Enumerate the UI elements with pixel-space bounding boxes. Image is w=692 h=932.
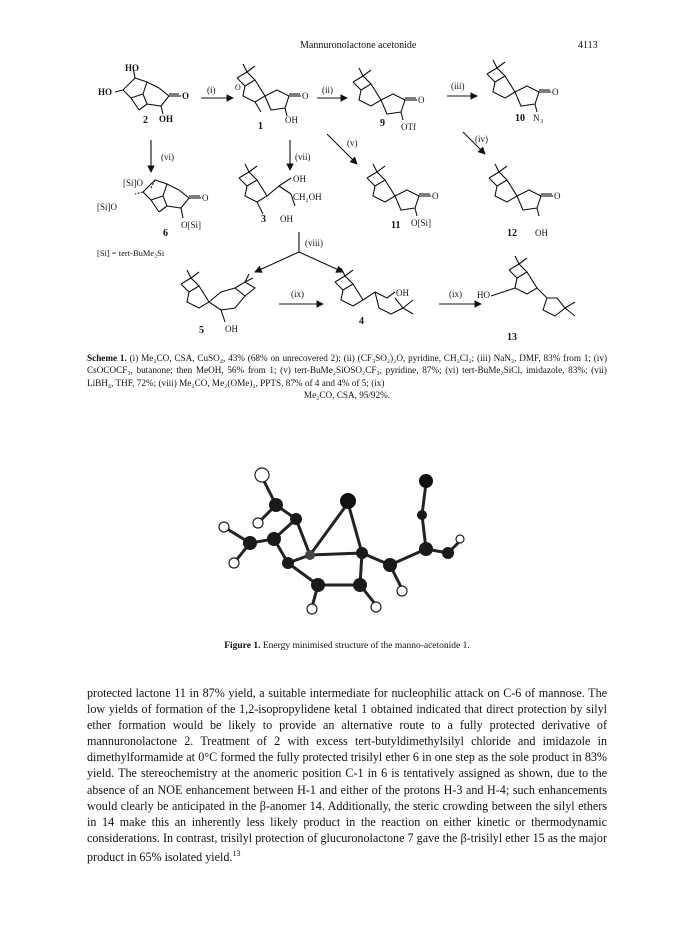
- scheme-caption: [87, 352, 607, 389]
- compound-9-structure: [353, 68, 417, 120]
- figure-caption-label: Figure 1.: [224, 641, 261, 651]
- atom-label: CH₂OH: [293, 192, 322, 202]
- compound-13-structure: [491, 256, 575, 316]
- compound-number: 6: [163, 228, 168, 239]
- atom-label: O: [552, 87, 559, 97]
- step-label: (iii): [451, 81, 465, 91]
- atom-label: OH: [396, 288, 409, 298]
- atom-label: [Si]O: [123, 178, 143, 188]
- compound-11-structure: [367, 164, 431, 216]
- scheme-caption-last-line: Me₂CO, CSA, 95/92%.: [303, 390, 391, 400]
- atom-label: O: [182, 91, 190, 101]
- atom-label: O: [202, 193, 209, 203]
- atom-label: O: [235, 83, 241, 92]
- step-label: (i): [207, 85, 216, 95]
- compound-number: 10: [515, 113, 525, 124]
- compound-number: 5: [199, 325, 204, 336]
- atom-label: [Si]O: [97, 202, 117, 212]
- compound-6-structure: [135, 180, 201, 218]
- footnote-reference: 13: [232, 848, 241, 858]
- reaction-arrow: [299, 252, 343, 272]
- atoms: [219, 468, 464, 614]
- atom-label: O: [302, 91, 309, 101]
- atom-label: O: [418, 95, 425, 105]
- atom-label: O: [554, 191, 561, 201]
- compound-1-structure: [237, 64, 301, 116]
- scheme-caption-label: Scheme 1.: [87, 353, 127, 363]
- reaction-scheme: [95, 60, 600, 348]
- compound-3-structure: [239, 164, 295, 214]
- compound-number: 12: [507, 228, 517, 239]
- si-legend: [Si] = tert-BuMe₂Si: [97, 248, 165, 258]
- compound-number: 1: [258, 121, 263, 132]
- compound-2-structure: [115, 68, 181, 114]
- atom-label: OH: [280, 214, 293, 224]
- compound-number: 13: [507, 332, 517, 343]
- atom-label: OH: [293, 174, 306, 184]
- reaction-arrow: [255, 252, 299, 272]
- compound-number: 3: [261, 214, 266, 225]
- scheme-caption-text: (i) Me₂CO, CSA, CuSO₄, 43% (68% on unrecovered 2); (ii) (CF₃SO₂)₂O, pyridine, CH₂Cl₂; (iii) NaN₃, DMF, 83% from 1; (iv) CsOCOCF₃, butanone; then MeOH, 56% from 1; (v) tert-BuMe₂SiOSO₂CF₃, pyridine, 87%; (vi) tert-BuMe₂SiCl, imidazole, 83%; (vii) LiBH₄, THF, 72%; (viii) Me₂CO, Me₂(OMe)₂, PPTS, 87% of 4 and 4% of 5; (ix): [87, 353, 608, 388]
- compound-number: 4: [359, 316, 364, 327]
- compound-number: 11: [391, 220, 401, 231]
- atom-label: OTf: [401, 122, 416, 132]
- atom-label: O[Si]: [181, 220, 201, 230]
- atom-label: HO: [125, 63, 140, 73]
- molecular-structure-figure: [190, 445, 490, 623]
- atom-label: N: [533, 113, 540, 123]
- atom-label: OH: [285, 115, 298, 125]
- step-label: (ix): [291, 289, 304, 299]
- atom-label: HO: [477, 290, 490, 300]
- compound-12-structure: [489, 164, 553, 216]
- compound-10-structure: [487, 60, 551, 112]
- compound-5-structure: [181, 270, 255, 322]
- step-label: (vii): [295, 152, 311, 162]
- body-paragraph-text: protected lactone 11 in 87% yield, a suitable intermediate for nucleophilic attack on C-6 of mannose. The low yields of formation of the 1,2-isopropylidene ketal 1 obtained indicated that direct protection by silyl ether formation would be likely to provide an alternative route to a fully protected derivative of mannuronolactone 2. Treatment of 2 with excess tert-butyldimethylsilyl chloride and imidazole in dimethylformamide at 0°C formed the fully protected trisilyl ether 6 in one step as the sole product in 83% yield. The stereochemistry at the anomeric position C-1 in 6 is tentatively assigned as shown, due to the absence of an NOE enhancement between H-1 and either of the protons H-3 and H-4; such enhancements would clearly be anticipated in the β-anomer 14. Additionally, the steric crowding between the silyl ethers in 14 make this an inherently less likely product in the reaction on either kinetic or thermodynamic considerations. In contrast, trisilyl protection of glucuronolactone 7 gave the β-trisilyl ether 15 as the major product in 65% isolated yield.: [87, 686, 607, 864]
- figure-caption-text: Energy minimised structure of the manno-acetonide 1.: [262, 641, 470, 651]
- atom-label: O: [432, 191, 439, 201]
- compound-number: 2: [143, 115, 148, 126]
- step-label: (v): [347, 138, 358, 148]
- body-text: [87, 685, 607, 865]
- atom-label: OH: [535, 228, 548, 238]
- atom-label: O[Si]: [411, 218, 431, 228]
- compound-number: 9: [380, 118, 385, 129]
- figure-caption: [87, 640, 607, 652]
- body-paragraph: [87, 685, 607, 865]
- step-label: (viii): [305, 238, 323, 248]
- step-label: (ix): [449, 289, 462, 299]
- atom-label: OH: [159, 114, 174, 124]
- page-number: 4113: [578, 40, 598, 51]
- running-title: Mannuronolactone acetonide: [300, 40, 417, 51]
- atom-label: HO: [98, 87, 113, 97]
- step-label: (ii): [322, 85, 333, 95]
- atom-subscript: 3: [540, 119, 543, 125]
- step-label: (vi): [161, 152, 174, 162]
- atom-label: OH: [225, 324, 238, 334]
- step-label: (iv): [475, 134, 488, 144]
